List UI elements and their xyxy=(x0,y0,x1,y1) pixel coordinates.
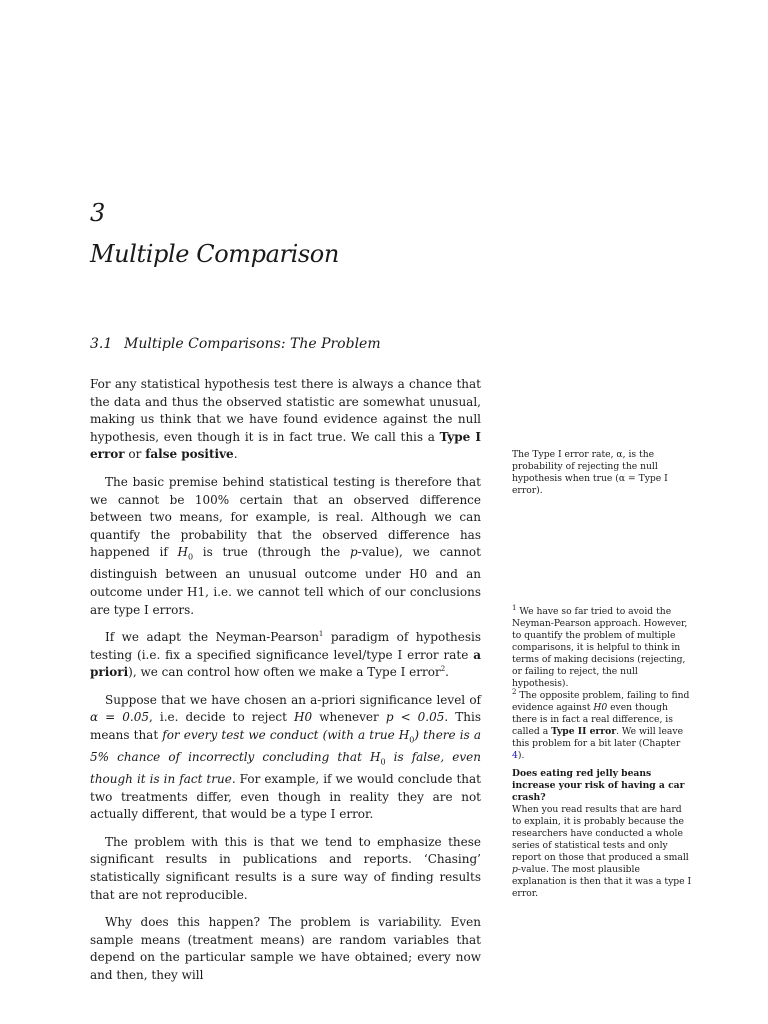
paragraph-5: The problem with this is that we tend to emphasize these significant results in publications and reports. ‘Chasing’ statistically significant results is a sure way of finding results that are not reproducible. xyxy=(90,834,481,902)
math-p-condition: p < 0.05 xyxy=(385,710,445,725)
p1-period: . xyxy=(233,447,238,462)
math-subscript: 0 xyxy=(188,552,194,562)
math-subscript: 0 xyxy=(380,757,386,767)
footnote-mark-2: 2 xyxy=(512,687,517,696)
paragraph-1 xyxy=(90,376,481,464)
p3-text-b: paradigm of hypothesis testing (i.e. fix a specified significance level/type I error rate xyxy=(90,630,481,662)
math-h: H xyxy=(177,545,189,560)
math-h0: H0 xyxy=(294,710,313,725)
footnote-2-text-c: . We will leave this problem for a bit later (Chapter xyxy=(512,726,684,749)
footnote-2-text-d: ). xyxy=(517,750,525,761)
paragraph-6: Why does this happen? The problem is variability. Even sample means (treatment means) are random variables that depend on the particular sample we have obtained; every now and then, they will xyxy=(90,915,481,982)
section-heading xyxy=(90,334,381,354)
term-a-priori: a priori xyxy=(90,647,481,680)
p4-text-b: , i.e. decide to reject xyxy=(149,710,295,725)
footnotes xyxy=(512,603,692,762)
p3-text: If we adapt the Neyman-Pearson xyxy=(105,630,319,645)
math-alpha: α = 0.05 xyxy=(90,710,149,725)
footnote-ref-1[interactable]: 1 xyxy=(318,630,324,639)
p1-text-or: or xyxy=(124,447,146,462)
footnote-1-text: We have so far tried to avoid the Neyman-Pearson approach. However, to quantify the problem of multiple comparisons, it is helpful to think in terms of making decisions (rejecting, or failing to reject, the null hypothesis). xyxy=(512,606,688,689)
jelly-text-b: -value. The most plausible explanation is then that it was a type I error. xyxy=(512,864,692,899)
footnote-2-text-b: even though there is in fact a real difference, is called a xyxy=(512,702,673,737)
footnote-2-text: The opposite problem, failing to find evidence against xyxy=(512,690,690,713)
term-type-ii-error: Type II error xyxy=(551,726,617,737)
main-text-column xyxy=(90,376,481,995)
section-number: 3.1 xyxy=(90,336,113,352)
math-p: p xyxy=(349,545,358,560)
p4-italic-2: ) there is a 5% chance of incorrectly concluding that xyxy=(90,728,481,765)
p2-text-b: is true (through the xyxy=(193,545,350,560)
p2-text: The basic premise behind statistical testing is therefore that we cannot be 100% certain that an observed difference between two means, for example, is real. Although we can quantify the probability that the observed difference has happened if xyxy=(90,474,481,560)
jelly-text: When you read results that are hard to explain, it is probably because the researchers have conducted a whole series of statistical tests and only report on those that produced a small xyxy=(512,804,689,863)
math-h0: H0 xyxy=(593,702,608,713)
p4-text-d: . This means that xyxy=(90,710,482,743)
chapter-title: Multiple Comparison xyxy=(90,240,339,268)
p4-text-c: whenever xyxy=(312,710,386,725)
math-h: H xyxy=(369,750,381,765)
p4-italic-1: for every test we conduct (with a true xyxy=(162,728,399,743)
section-title: Multiple Comparisons: The Problem xyxy=(124,336,381,352)
paragraph-2 xyxy=(90,474,481,619)
margin-note-jelly-beans xyxy=(512,768,692,900)
term-false-positive: false positive xyxy=(145,447,234,462)
p4-text-e: For example, if we would conclude that two treatments differ, even though in reality they are not actually different, that would be a type I error. xyxy=(90,772,481,822)
math-h: H xyxy=(398,728,410,743)
chapter-number: 3 xyxy=(90,199,106,227)
p4-italic-3: is false, even though it is in fact true. xyxy=(90,750,481,787)
math-p: p xyxy=(512,864,518,875)
footnote-1 xyxy=(512,603,692,690)
paragraph-4 xyxy=(90,692,481,824)
p3-period: . xyxy=(445,665,449,680)
chapter-4-link[interactable]: 4 xyxy=(512,750,518,761)
margin-note-type-i-error xyxy=(512,449,692,497)
math-subscript: 0 xyxy=(409,735,415,745)
p1-text: For any statistical hypothesis test there is always a chance that the data and thus the observed statistic are somewhat unusual, making us think that we have found evidence against the null hypothesis, even though it is in fact true. We call this a xyxy=(90,377,481,444)
jelly-body xyxy=(512,804,692,900)
paragraph-3 xyxy=(90,629,481,682)
footnote-mark-1: 1 xyxy=(512,603,517,612)
p2-text-c: -value), we cannot distinguish between an unusual outcome under H0 and an outcome under H1, i.e. we cannot tell which of our conclusions are type I errors. xyxy=(90,545,481,617)
term-type-i-error: Type I error xyxy=(90,429,481,462)
footnote-2 xyxy=(512,687,692,762)
p4-text: Suppose that we have chosen an a-priori significance level of xyxy=(105,692,481,707)
margin-note-text: The Type I error rate, α, is the probability of rejecting the null hypothesis when true (α = Type I error). xyxy=(512,449,668,496)
footnote-ref-2[interactable]: 2 xyxy=(440,665,446,674)
p3-text-c: ), we can control how often we make a Type I error xyxy=(128,665,441,680)
jelly-heading: Does eating red jelly beans increase your risk of having a car crash? xyxy=(512,768,685,803)
